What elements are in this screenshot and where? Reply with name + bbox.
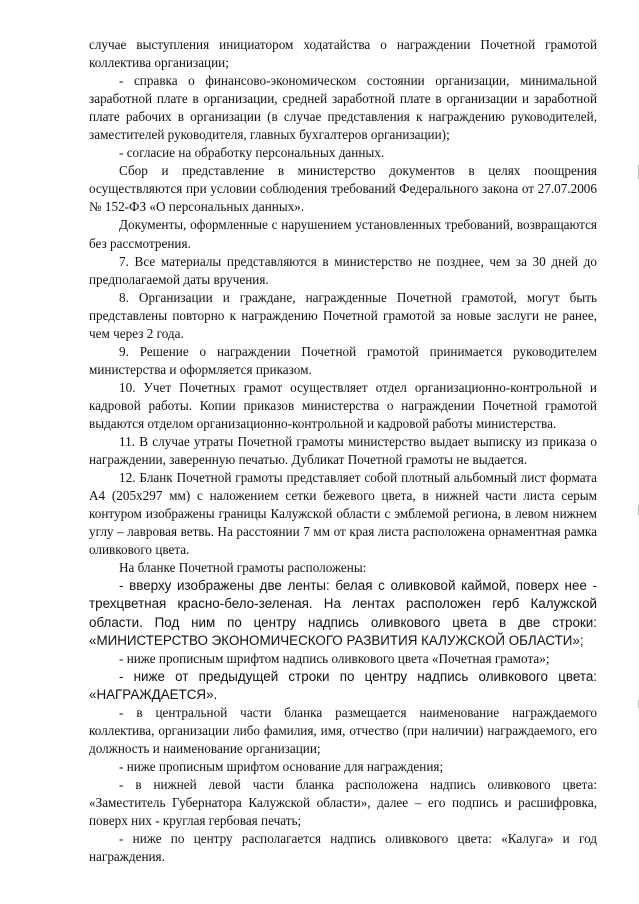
- paragraph-signature-block: - в нижней левой части бланка расположена надпись оливкового цвета: «Заместитель Губернатора Калужской области», далее – его подпись и расшифровка, поверх них - круглая гербовая печать;: [89, 776, 597, 829]
- paragraph-item-11: 11. В случае утраты Почетной грамоты министерство выдает выписку из приказа о награждении, заверенную печатью. Дубликат Почетной грамоты не выдается.: [89, 434, 597, 468]
- paragraph-item-8: 8. Организации и граждане, награжденные Почетной грамотой, могут быть представлены повторно к награждению Почетной грамотой за новые заслуги не ранее, чем через 2 года.: [89, 289, 597, 341]
- paragraph-recipient-name: - в центральной части бланка размещается наименование награждаемого коллектива, организации либо фамилия, имя, отчество (при наличии) награждаемого, его должность и наименование организации;: [89, 704, 597, 756]
- paragraph-returned-documents: Документы, оформленные с нарушением установленных требований, возвращаются без рассмотрения.: [89, 217, 597, 251]
- paragraph-city-year: - ниже по центру располагается надпись оливкового цвета: «Калуга» и год награждения.: [89, 831, 597, 865]
- paragraph-blank-layout-intro: На бланке Почетной грамоты расположены:: [119, 560, 367, 576]
- paragraph-continuation: случае выступления инициатором ходатайства о награждении Почетной грамотой коллектива организации;: [89, 37, 597, 71]
- document-body: [89, 36, 597, 866]
- paragraph-item-7: 7. Все материалы представляются в министерство не позднее, чем за 30 дней до предполагаемой даты вручения.: [89, 253, 597, 287]
- paragraph-item-9: 9. Решение о награждении Почетной грамотой принимается руководителем министерства и оформляется приказом.: [89, 343, 597, 377]
- paragraph-certificate-title: - ниже прописным шрифтом надпись оливкового цвета «Почетная грамота»;: [119, 650, 550, 666]
- paragraph-award-basis: - ниже прописным шрифтом основание для награждения;: [119, 758, 444, 774]
- paragraph-item-12: 12. Бланк Почетной грамоты представляет собой плотный альбомный лист формата А4 (205x297 мм) с наложением сетки бежевого цвета, в нижней части листа серым контуром изображены границы Калужской области с эмблемой региона, в левом нижнем углу – лавровая ветвь. На расстоянии 7 мм от края листа расположена орнаментная рамка оливкового цвета.: [89, 470, 597, 558]
- paragraph-financial-certificate: - справка о финансово-экономическом состоянии организации, минимальной заработной плате в организации, средней заработной плате в организации и заработной плате рабочих в организации (в случае представления к награждению руководителей, заместителей руководителя, главных бухгалтеров организации);: [89, 73, 597, 143]
- paragraph-data-collection: Сбор и представление в министерство документов в целях поощрения осуществляются при условии соблюдения требований Федерального закона от 27.07.2006 № 152-ФЗ «О персональных данных».: [89, 163, 597, 215]
- paragraph-item-10: 10. Учет Почетных грамот осуществляет отдел организационно-контрольной и кадровой работы. Копии приказов министерства о награждении Почетной грамотой выдаются отделом организационно-контрольной и кадровой работы министерства.: [89, 379, 597, 431]
- paragraph-awarded-line: - ниже от предыдущей строки по центру надпись оливкового цвета: «НАГРАЖДАЕТСЯ».: [89, 668, 597, 702]
- paragraph-ribbons: - вверху изображены две ленты: белая с оливковой каймой, поверх нее - трехцветная красно-бело-зеленая. На лентах расположен герб Калужской области. Под ним по центру надпись оливкового цвета в две строки: «МИНИСТЕРСТВО ЭКОНОМИЧЕСКОГО РАЗВИТИЯ КАЛУЖСКОЙ ОБЛАСТИ»;: [89, 578, 597, 648]
- paragraph-personal-data-consent: - согласие на обработку персональных данных.: [119, 145, 385, 161]
